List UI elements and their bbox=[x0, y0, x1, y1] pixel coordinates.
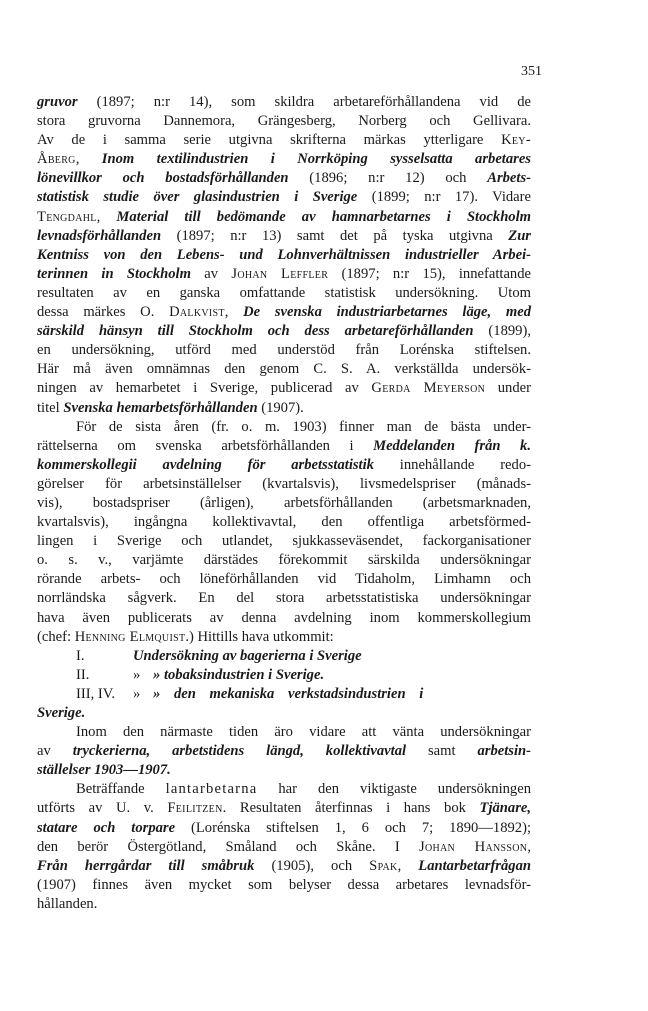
text-segment: Tjänare, bbox=[479, 800, 532, 817]
text-segment: särskild hänsyn till Stockholm och dess arbetareförhållanden bbox=[37, 323, 474, 340]
text-line bbox=[37, 609, 531, 628]
text-segment: av bbox=[37, 743, 73, 760]
paragraph-block-2 bbox=[37, 704, 531, 914]
text-line bbox=[37, 876, 531, 895]
text-segment: lönevillkor och bostadsförhållanden bbox=[37, 170, 289, 187]
text-line bbox=[37, 399, 531, 418]
text-line bbox=[37, 857, 531, 876]
text-line bbox=[37, 246, 531, 265]
text-segment: Gerda Meyerson bbox=[371, 380, 486, 397]
text-segment: Kentniss von den Lebens- und Lohnverhältnissen industrieller Arbei- bbox=[37, 246, 531, 263]
text-segment: Johan Hansson bbox=[419, 838, 528, 855]
text-segment: Åberg bbox=[37, 151, 76, 168]
text-segment: Beträffande bbox=[76, 781, 166, 798]
text-segment: statistisk studie över glasindustrien i Sverige bbox=[37, 189, 358, 206]
text-line bbox=[37, 551, 531, 570]
text-segment: , bbox=[527, 838, 531, 855]
text-segment: De svenska industriarbetarnes läge, med bbox=[243, 304, 532, 321]
text-segment: (Lorénska stiftelsen 1, 6 och 7; 1890—1892); bbox=[175, 819, 531, 836]
text-line bbox=[37, 799, 531, 818]
text-segment: Material till bedömande av hamnarbetarnes i Stockholm bbox=[116, 208, 532, 225]
text-segment: Sverige. bbox=[37, 705, 86, 721]
text-line bbox=[37, 227, 531, 246]
text-segment: ningen av hemarbetet i Sverige, publicerad av bbox=[37, 380, 372, 397]
text-line bbox=[37, 838, 531, 857]
text-segment: (1899; n:r 17). Vidare bbox=[357, 189, 531, 206]
text-segment: Dalkvist bbox=[169, 304, 225, 321]
text-segment: arbetsin- bbox=[477, 743, 531, 760]
text-segment: Spak bbox=[369, 857, 398, 874]
text-segment: rörande arbets- och löneförhållanden vid Tidaholm, Limhamn och bbox=[37, 571, 531, 588]
text-line bbox=[37, 150, 531, 169]
text-line bbox=[37, 265, 531, 284]
list-title: Undersökning av bagerierna i Sverige bbox=[133, 647, 362, 664]
text-segment: Key- bbox=[501, 132, 531, 149]
text-segment: en undersökning, utförd med understöd från Lorénska stiftelsen. bbox=[37, 342, 531, 359]
text-segment: norrländska sågverk. En del stora arbetsstatistiska undersökningar bbox=[37, 590, 531, 607]
text-line bbox=[37, 303, 531, 322]
list-title: » den mekaniska verkstadsindustrien i bbox=[153, 685, 424, 702]
text-segment: hava även publicerats av denna avdelning inom kommerskollegium bbox=[37, 609, 531, 626]
text-segment: resultaten av en ganska omfattande statistisk undersökning. Utom bbox=[37, 284, 531, 301]
text-segment: Inom textilindustrien i Norrköping sysselsatta arbetares bbox=[101, 151, 531, 168]
list-item bbox=[37, 666, 531, 685]
text-segment: Lantarbetarfrågan bbox=[418, 857, 531, 874]
text-line bbox=[37, 570, 531, 589]
text-segment: , bbox=[96, 208, 117, 225]
ditto-mark: » bbox=[133, 685, 141, 702]
text-segment: kommerskollegii avdelning för arbetsstatistik bbox=[37, 456, 374, 473]
text-segment: stora gruvorna Dannemora, Grängesberg, Norberg och Gellivara. bbox=[37, 113, 531, 130]
text-line bbox=[37, 589, 531, 608]
text-segment: , bbox=[397, 857, 419, 874]
text-line bbox=[37, 112, 531, 131]
text-line bbox=[37, 169, 531, 188]
text-segment: levnadsförhållanden bbox=[37, 227, 162, 244]
text-segment: tryckerierna, arbetstidens längd, kollektivavtal bbox=[72, 743, 407, 760]
text-line bbox=[37, 188, 531, 207]
text-segment: görelser för arbetsinställelser (kvartalsvis), livsmedelspriser (månads- bbox=[37, 475, 531, 492]
text-segment: .) Hittills hava utkommit: bbox=[185, 628, 334, 645]
body-text bbox=[37, 93, 531, 914]
text-line bbox=[37, 761, 531, 780]
text-segment: (1907). bbox=[257, 399, 304, 416]
text-line bbox=[37, 208, 531, 227]
text-segment: Tengdahl bbox=[37, 208, 97, 225]
text-segment: terinnen in Stockholm bbox=[37, 265, 191, 282]
text-segment: Meddelanden från k. bbox=[373, 437, 532, 454]
text-line bbox=[37, 742, 531, 761]
text-segment: , bbox=[75, 151, 102, 168]
text-segment: Zur bbox=[508, 227, 531, 244]
text-segment: Av de i samma serie utgivna skrifterna märkas ytterligare bbox=[37, 132, 502, 149]
text-line bbox=[37, 322, 531, 341]
text-segment: Här må även omnämnas den genom C. S. A. verkställda undersök- bbox=[37, 361, 531, 378]
list-item bbox=[37, 685, 531, 704]
text-segment: innehållande redo- bbox=[373, 456, 531, 473]
text-segment: För de sista åren (fr. o. m. 1903) finner man de bästa under- bbox=[76, 418, 531, 435]
paragraph-block-1 bbox=[37, 93, 531, 647]
text-segment: gruvor bbox=[37, 94, 78, 110]
publication-list bbox=[37, 647, 531, 704]
text-segment: (1896; n:r 12) och bbox=[288, 170, 488, 187]
text-line bbox=[37, 895, 531, 914]
text-segment: Arbets- bbox=[487, 170, 531, 187]
text-segment: o. s. v., varjämte därstädes förekommit särskilda undersökningar bbox=[37, 552, 531, 569]
text-line bbox=[37, 437, 531, 456]
text-segment: titel bbox=[37, 399, 64, 416]
text-segment: (1897; n:r 13) samt det på tyska utgivna bbox=[161, 227, 509, 244]
text-segment: Svenska hemarbetsförhållanden bbox=[63, 399, 258, 416]
list-item bbox=[37, 647, 531, 666]
list-number: II. bbox=[76, 666, 90, 683]
text-line bbox=[37, 341, 531, 360]
text-line bbox=[37, 131, 531, 150]
text-segment: hållanden. bbox=[37, 895, 98, 912]
text-line bbox=[37, 723, 531, 742]
list-number: I. bbox=[76, 647, 85, 664]
text-line bbox=[37, 456, 531, 475]
list-number: III, IV. bbox=[76, 685, 116, 702]
text-segment: samt bbox=[406, 743, 478, 760]
text-segment: Feilitzen bbox=[167, 800, 223, 817]
text-line bbox=[37, 284, 531, 303]
text-segment: Henning Elmquist bbox=[74, 628, 186, 645]
list-title: » tobaksindustrien i Sverige. bbox=[153, 666, 325, 683]
text-segment: (1899), bbox=[473, 323, 531, 340]
text-segment: dessa märkes O. bbox=[37, 304, 170, 321]
text-segment: . Resultaten återfinnas i hans bok bbox=[222, 800, 480, 817]
text-segment: , bbox=[224, 304, 244, 321]
text-line bbox=[37, 513, 531, 532]
text-line bbox=[37, 494, 531, 513]
text-line bbox=[37, 93, 531, 112]
text-segment: (1897; n:r 14), som skildra arbetareförhållandena vid de bbox=[77, 94, 531, 110]
text-line bbox=[37, 475, 531, 494]
text-segment: utförts av U. v. bbox=[37, 800, 168, 817]
text-segment: Johan Leffler bbox=[231, 265, 329, 282]
page-number: 351 bbox=[521, 64, 542, 79]
text-segment: lantarbetarna bbox=[165, 781, 258, 798]
text-line bbox=[37, 819, 531, 838]
text-line bbox=[37, 360, 531, 379]
text-line bbox=[37, 418, 531, 437]
text-segment: den berör Östergötland, Småland och Skåne. I bbox=[37, 838, 420, 855]
text-segment: vis), bostadspriser (årligen), arbetsförhållanden (arbetsmarknaden, bbox=[37, 494, 531, 511]
text-segment: lingen i Sverige och utlandet, sjukkasseväsendet, fackorganisationer bbox=[37, 533, 531, 550]
text-segment: rättelserna om svenska arbetsförhållanden i bbox=[37, 437, 374, 454]
text-segment: (1905), och bbox=[254, 857, 370, 874]
text-segment: av bbox=[190, 265, 232, 282]
text-segment: kvartalsvis), ingångna kollektivavtal, den offentliga arbetsförmed- bbox=[37, 514, 531, 531]
text-segment: statare och torpare bbox=[37, 819, 176, 836]
text-segment: (chef: bbox=[37, 628, 75, 645]
text-segment: under bbox=[485, 380, 531, 397]
text-segment: har den viktigaste undersökningen bbox=[257, 781, 532, 798]
text-segment: ställelser 1903—1907. bbox=[37, 762, 171, 779]
text-line bbox=[37, 704, 531, 723]
ditto-mark: » bbox=[133, 666, 141, 683]
text-line bbox=[37, 379, 531, 398]
text-segment: Från herrgårdar till småbruk bbox=[37, 857, 255, 874]
text-segment: Inom den närmaste tiden äro vidare att vänta undersökningar bbox=[76, 724, 531, 741]
text-line bbox=[37, 628, 531, 647]
text-line bbox=[37, 780, 531, 799]
text-segment: (1897; n:r 15), innefattande bbox=[328, 265, 531, 282]
text-line bbox=[37, 532, 531, 551]
text-segment: (1907) finnes även mycket som belyser dessa arbetares levnadsför- bbox=[37, 876, 531, 893]
